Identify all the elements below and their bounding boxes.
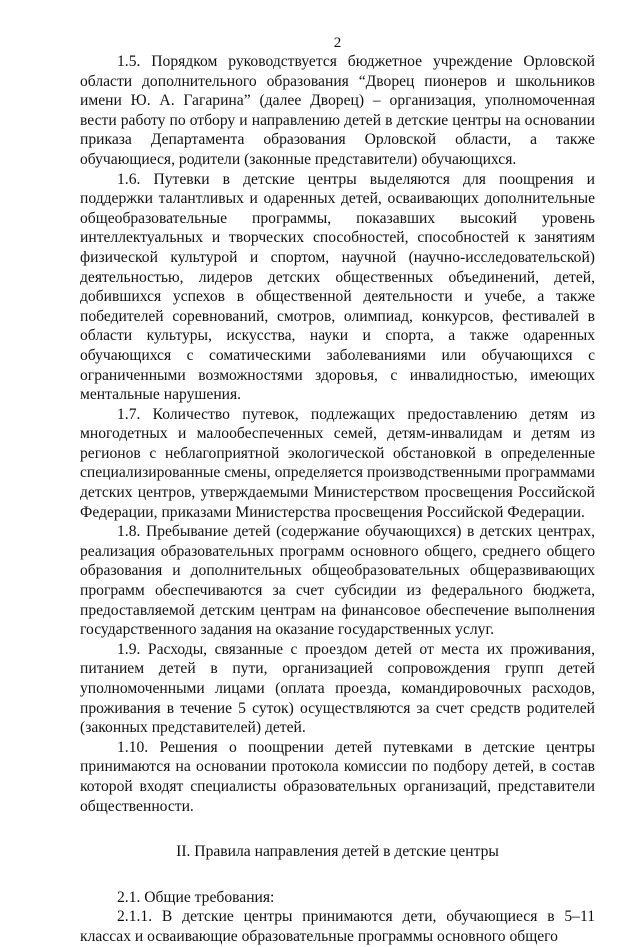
paragraph-2-1-1: 2.1.1. В детские центры принимаются дети, обучающиеся в 5–11 классах и осваивающие образовательные программы основного общего bbox=[80, 908, 595, 945]
document-page bbox=[80, 0, 595, 945]
paragraph-1-8: 1.8. Пребывание детей (содержание обучающихся) в детских центрах, реализация образовательных программ основного общего, среднего общего образования и дополнительных общеобразовательных общеразвивающих программ обеспечиваются за счет субсидии из федерального бюджета, предоставляемой детским центрам на финансовое обеспечение выполнения государственного задания на оказание государственных услуг. bbox=[80, 523, 595, 639]
document-body bbox=[80, 52, 595, 947]
paragraph-1-5: 1.5. Порядком руководствуется бюджетное учреждение Орловской области дополнительного образования “Дворец пионеров и школьников имени Ю. А. Гагарина” (далее Дворец) – организация, уполномоченная вести работу по отбору и направлению детей в детские центры на основании приказа Департамента образования Орловской области, а также обучающиеся, родители (законные представители) обучающихся. bbox=[80, 53, 595, 168]
paragraph-2-1: 2.1. Общие требования: bbox=[117, 888, 275, 906]
paragraph-1-7: 1.7. Количество путевок, подлежащих предоставлению детям из многодетных и малообеспеченных семей, детям-инвалидам и детям из регионов с неблагоприятной экологической обстановкой в определенные специализированные смены, определяется производственными программами детских центров, утверждаемыми Министерством просвещения Российской Федерации, приказами Министерства просвещения Российской Федерации. bbox=[80, 405, 595, 521]
paragraph-1-9: 1.9. Расходы, связанные с проездом детей от места их проживания, питанием детей в пути, организацией сопровождения групп детей уполномоченными лицами (оплата проезда, командировочных расходов, проживания в течение 5 суток) осуществляются за счет средств родителей (законных представителей) детей. bbox=[80, 640, 595, 737]
paragraph-1-10: 1.10. Решения о поощрении детей путевками в детские центры принимаются на основании протокола комиссии по подбору детей, в состав которой входят специалисты образовательных организаций, представители общественности. bbox=[80, 738, 595, 815]
section-title: II. Правила направления детей в детские центры bbox=[176, 843, 499, 861]
page-number: 2 bbox=[333, 35, 342, 51]
paragraph-1-6: 1.6. Путевки в детские центры выделяются для поощрения и поддержки талантливых и одаренных детей, осваивающих дополнительные общеобразовательные программы, показавших высокий уровень интеллектуальных и творческих способностей, способностей к занятиям физической культурой и спортом, научной (научно-исследовательской) деятельностью, лидеров детских общественных объединений, детей, добившихся успехов в общественной деятельности и учебе, а также победителей соревнований, смотров, олимпиад, конкурсов, фестивалей в области культуры, искусства, науки и спорта, а также одаренных обучающихся с соматическими заболеваниями или обучающихся с ограниченными возможностями здоровья, с инвалидностью, имеющих ментальные нарушения. bbox=[80, 170, 595, 404]
